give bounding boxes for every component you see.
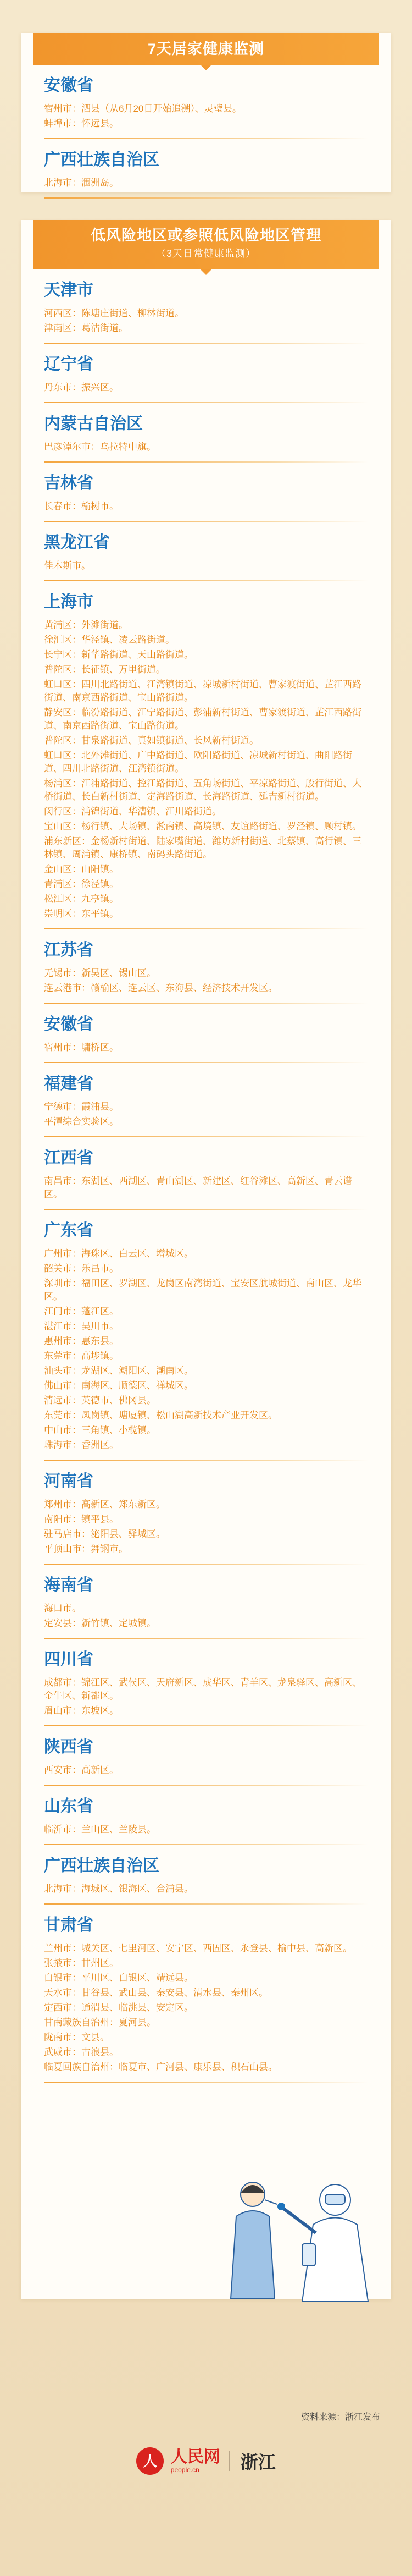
city-line: [44, 2031, 368, 2044]
province-block: [44, 280, 368, 344]
district-list: 香洲区。: [81, 1440, 119, 1450]
resident-figure: [231, 2182, 277, 2299]
province-name: 安徽省: [44, 76, 93, 95]
city-name: 丹东市：: [44, 382, 81, 393]
city-line: [44, 117, 368, 130]
district-list: 葛沽街道。: [81, 323, 128, 333]
section-divider: [44, 928, 368, 929]
banner-arrow-icon: [201, 269, 211, 275]
city-name: 徐汇区：: [44, 635, 81, 645]
city-name: 佛山市：: [44, 1380, 81, 1391]
district-list: 甘泉路街道、真如镇街道、长风新村街道。: [81, 735, 259, 746]
city-name: 定西市：: [44, 2002, 81, 2013]
city-line: [44, 967, 368, 980]
district-list: 乌拉特中旗。: [100, 442, 156, 452]
district-list: 龙湖区、潮阳区、潮南区。: [81, 1366, 193, 1376]
city-line: [44, 1379, 368, 1392]
city-name: 连云港市：: [44, 983, 91, 993]
city-line: [44, 1409, 368, 1422]
home-monitor-card: [21, 33, 391, 192]
city-name: 兰州市：: [44, 1943, 81, 1953]
district-list: 南海区、顺德区、禅城区。: [81, 1380, 193, 1391]
city-line: [44, 878, 368, 891]
district-list: 凤岗镇、塘厦镇、松山湖高新技术产业开发区。: [81, 1410, 277, 1421]
district-list: 振兴区。: [81, 382, 119, 393]
city-name: 普陀区：: [44, 664, 81, 675]
province-block: [44, 474, 368, 522]
district-list: 金杨新村街道、陆家嘴街道、潍坊新村街道、北蔡镇、高行镇、三林镇、周浦镇、康桥镇、南码头路街道。: [44, 836, 361, 860]
city-name: 静安区：: [44, 707, 81, 718]
province-block: [44, 1737, 368, 1786]
city-name: 驻马店市：: [44, 1529, 91, 1539]
district-list: 高埗镇。: [81, 1351, 119, 1361]
city-line: [44, 1394, 368, 1407]
city-name: 东莞市：: [44, 1410, 81, 1421]
logo-row: [0, 2447, 412, 2475]
province-name: 甘肃省: [44, 1916, 93, 1934]
logo-divider: [229, 2451, 230, 2471]
city-name: 天水市：: [44, 1988, 81, 1998]
city-name: 佳木斯市。: [44, 560, 91, 571]
district-list: 徐泾镇。: [81, 879, 119, 889]
district-list: 三角镇、小榄镇。: [81, 1425, 156, 1435]
city-name: 松江区：: [44, 894, 81, 904]
district-list: 吴川市。: [81, 1321, 119, 1331]
district-list: 怀远县。: [81, 118, 119, 129]
district-list: 海珠区、白云区、增城区。: [81, 1248, 193, 1259]
district-list: 浦锦街道、华漕镇、江川路街道。: [81, 806, 221, 817]
city-name: 黄浦区：: [44, 620, 81, 630]
city-line: [44, 1100, 368, 1114]
province-block: [44, 1148, 368, 1210]
province-name: 陕西省: [44, 1738, 93, 1756]
district-list: 夏河县。: [119, 2017, 156, 2028]
section-divider: [44, 1062, 368, 1063]
city-line: [44, 1513, 368, 1526]
logo-en: people.cn: [170, 2466, 199, 2474]
district-list: 泌阳县、驿城区。: [91, 1529, 165, 1539]
district-list: 镇平县。: [81, 1514, 119, 1524]
section-divider: [44, 402, 368, 403]
city-line: [44, 1883, 368, 1896]
city-name: 闵行区：: [44, 806, 81, 817]
city-name: 中山市：: [44, 1425, 81, 1435]
health-worker-figure: [277, 2184, 368, 2302]
section-divider: [44, 1003, 368, 1004]
city-name: 郑州市：: [44, 1499, 81, 1510]
district-list: 长征镇、万里街道。: [81, 664, 165, 675]
district-list: 东坡区。: [81, 1705, 119, 1716]
top-province-list: [21, 76, 391, 199]
district-list: 古浪县。: [81, 2047, 119, 2057]
people-logo-icon: 人: [136, 2447, 164, 2475]
province-block: [44, 355, 368, 403]
city-line: [44, 835, 368, 861]
province-name: 广西壮族自治区: [44, 1857, 159, 1875]
city-name: 津南区：: [44, 323, 81, 333]
city-line: [44, 1543, 368, 1556]
section-divider: [44, 343, 368, 344]
city-line: [44, 177, 368, 190]
district-list: 华泾镇、凌云路街道。: [81, 635, 175, 645]
province-block: [44, 150, 368, 199]
city-line: [44, 1676, 368, 1703]
city-name: 海口市。: [44, 1603, 81, 1614]
city-name: 东莞市：: [44, 1351, 81, 1361]
section-divider: [44, 197, 368, 199]
city-name: 惠州市：: [44, 1336, 81, 1346]
district-list: 通渭县、临洮县、安定区。: [81, 2002, 193, 2013]
city-name: 汕头市：: [44, 1366, 81, 1376]
city-line: [44, 559, 368, 573]
city-line: [44, 1704, 368, 1718]
city-line: [44, 500, 368, 513]
city-name: 定安县：: [44, 1618, 81, 1628]
city-line: [44, 441, 368, 454]
district-list: 杨行镇、大场镇、淞南镇、高境镇、友谊路街道、罗泾镇、顾村镇。: [81, 821, 361, 832]
province-block: [44, 1015, 368, 1063]
people-logo-text: [171, 2448, 220, 2474]
district-list: 泗县（从6月20日开始追溯）、灵璧县。: [81, 103, 242, 114]
city-line: [44, 1175, 368, 1201]
province-name: 海南省: [44, 1576, 93, 1594]
city-line: [44, 1528, 368, 1541]
city-name: 甘南藏族自治州：: [44, 2017, 119, 2028]
city-name: 江门市：: [44, 1306, 81, 1317]
city-line: [44, 749, 368, 775]
banner-low-risk-sub: （3天日常健康监测）: [155, 248, 256, 259]
city-line: [44, 1364, 368, 1378]
city-name: 湛江市：: [44, 1321, 81, 1331]
province-block: [44, 1576, 368, 1639]
banner-7day-title: 7天居家健康监测: [147, 41, 265, 57]
city-line: [44, 1823, 368, 1836]
district-list: 城关区、七里河区、安宁区、西固区、永登县、榆中县、高新区。: [81, 1943, 352, 1953]
district-list: 甘州区。: [81, 1958, 119, 1968]
city-line: [44, 706, 368, 733]
city-line: [44, 820, 368, 833]
district-list: 东湖区、西湖区、青山湖区、新建区、红谷滩区、高新区、青云谱区。: [44, 1176, 352, 1199]
district-list: 高新区、郑东新区。: [81, 1499, 165, 1510]
district-list: 赣榆区、连云区、东海县、经济技术开发区。: [91, 983, 277, 993]
city-name: 巴彦淖尔市：: [44, 442, 100, 452]
province-block: [44, 1650, 368, 1726]
logo-zhejiang: 浙江: [240, 2452, 276, 2472]
section-divider: [44, 1638, 368, 1639]
source-note: 资料来源：浙江发布: [300, 2413, 380, 2422]
province-block: [44, 1797, 368, 1845]
city-name: 北海市：: [44, 178, 81, 188]
footer: [0, 2409, 412, 2576]
province-list: [21, 280, 391, 2083]
city-name: 金山区：: [44, 864, 81, 874]
city-name: 临沂市：: [44, 1824, 81, 1835]
city-name: 眉山市：: [44, 1705, 81, 1716]
section-divider: [44, 1785, 368, 1786]
low-risk-card: [21, 220, 391, 2299]
banner-low-risk: [33, 220, 379, 269]
district-list: 新华路街道、天山路街道。: [81, 649, 193, 660]
city-line: [44, 1957, 368, 1970]
city-name: 武威市：: [44, 2047, 81, 2057]
city-name: 南昌市：: [44, 1176, 81, 1186]
province-block: [44, 1916, 368, 2083]
city-name: 虹口区：: [44, 679, 81, 690]
banner-low-risk-title: 低风险地区或参照低风险地区管理: [91, 227, 321, 244]
city-name: 宝山区：: [44, 821, 81, 832]
district-list: 蓬江区。: [81, 1306, 119, 1317]
district-list: 英德市、佛冈县。: [81, 1395, 156, 1406]
district-list: 舞钢市。: [91, 1544, 128, 1554]
province-block: [44, 414, 368, 463]
city-line: [44, 1942, 368, 1955]
city-name: 珠海市：: [44, 1440, 81, 1450]
district-list: 文县。: [81, 2032, 109, 2043]
city-line: [44, 1764, 368, 1777]
city-name: 南阳市：: [44, 1514, 81, 1524]
city-name: 平潭综合实验区。: [44, 1116, 119, 1127]
city-name: 杨浦区：: [44, 778, 81, 789]
city-name: 陇南市：: [44, 2032, 81, 2043]
section-divider: [44, 1903, 368, 1905]
city-name: 张掖市：: [44, 1958, 81, 1968]
city-line: [44, 663, 368, 676]
section-divider: [44, 1844, 368, 1845]
city-name: 广州市：: [44, 1248, 81, 1259]
province-name: 江苏省: [44, 941, 93, 959]
province-block: [44, 940, 368, 1004]
city-line: [44, 1247, 368, 1261]
city-name: 普陀区：: [44, 735, 81, 746]
city-line: [44, 307, 368, 320]
banner-arrow-icon: [201, 65, 211, 70]
city-name: 宁德市：: [44, 1102, 81, 1112]
city-name: 浦东新区：: [44, 836, 91, 846]
city-line: [44, 648, 368, 662]
province-name: 内蒙古自治区: [44, 415, 143, 433]
city-line: [44, 322, 368, 335]
district-list: 新竹镇、定城镇。: [81, 1618, 156, 1628]
section-divider: [44, 580, 368, 581]
city-line: [44, 2016, 368, 2029]
city-line: [44, 634, 368, 647]
district-list: 甘谷县、武山县、秦安县、清水县、秦州区。: [81, 1988, 268, 1998]
city-line: [44, 1350, 368, 1363]
province-name: 广东省: [44, 1221, 93, 1240]
city-line: [44, 1602, 368, 1615]
province-name: 江西省: [44, 1149, 93, 1167]
swab-test-illustration: [220, 2161, 396, 2304]
city-line: [44, 2061, 368, 2074]
section-divider: [44, 1136, 368, 1137]
city-line: [44, 907, 368, 921]
city-name: 北海市：: [44, 1884, 81, 1894]
city-name: 长春市：: [44, 501, 81, 511]
province-name: 山东省: [44, 1797, 93, 1815]
city-name: 崇明区：: [44, 909, 81, 919]
city-line: [44, 1986, 368, 2000]
city-line: [44, 1617, 368, 1630]
city-line: [44, 982, 368, 995]
city-line: [44, 863, 368, 876]
city-name: 河西区：: [44, 308, 81, 318]
province-block: [44, 1472, 368, 1565]
district-list: 高新区。: [81, 1765, 119, 1775]
district-list: 锦江区、武侯区、天府新区、成华区、青羊区、龙泉驿区、高新区、金牛区、新都区。: [44, 1677, 361, 1701]
section-divider: [44, 138, 368, 139]
province-name: 上海市: [44, 593, 93, 611]
district-list: 惠东县。: [81, 1336, 119, 1346]
city-name: 宿州市：: [44, 1042, 81, 1053]
city-line: [44, 805, 368, 818]
city-name: 青浦区：: [44, 879, 81, 889]
province-name: 四川省: [44, 1650, 93, 1669]
province-block: [44, 76, 368, 139]
district-list: 九亭镇。: [81, 894, 119, 904]
province-block: [44, 592, 368, 929]
city-line: [44, 1277, 368, 1303]
province-name: 广西壮族自治区: [44, 151, 159, 169]
city-line: [44, 1320, 368, 1333]
city-line: [44, 678, 368, 704]
district-list: 四川北路街道、江湾镇街道、凉城新村街道、曹家渡街道、芷江西路街道、南京西路街道、宝山路街道。: [44, 679, 361, 703]
district-list: 霞浦县。: [81, 1102, 119, 1112]
district-list: 东平镇。: [81, 909, 119, 919]
province-name: 天津市: [44, 281, 93, 299]
section-divider: [44, 521, 368, 522]
district-list: 临夏市、广河县、康乐县、积石山县。: [119, 2062, 277, 2072]
city-line: [44, 1424, 368, 1437]
city-line: [44, 734, 368, 747]
city-name: 临夏回族自治州：: [44, 2062, 119, 2072]
section-divider: [44, 461, 368, 463]
city-line: [44, 1972, 368, 1985]
district-list: 北外滩街道、广中路街道、欧阳路街道、凉城新村街道、曲阳路街道、四川北路街道、江湾镇街道。: [44, 750, 352, 774]
city-name: 韶关市：: [44, 1263, 81, 1274]
city-line: [44, 619, 368, 632]
city-name: 白银市：: [44, 1973, 81, 1983]
city-name: 长宁区：: [44, 649, 81, 660]
district-list: 福田区、罗湖区、龙岗区南湾街道、宝安区航城街道、南山区、龙华区。: [44, 1278, 361, 1302]
city-line: [44, 1115, 368, 1129]
city-line: [44, 1335, 368, 1348]
district-list: 涠洲岛。: [81, 178, 119, 188]
district-list: 兰山区、兰陵县。: [81, 1824, 156, 1835]
city-line: [44, 1439, 368, 1452]
district-list: 乐昌市。: [81, 1263, 119, 1274]
city-line: [44, 2001, 368, 2014]
province-name: 河南省: [44, 1472, 93, 1490]
province-name: 黑龙江省: [44, 533, 110, 552]
city-line: [44, 102, 368, 115]
city-line: [44, 1305, 368, 1318]
logo-cn: 人民网: [170, 2448, 220, 2466]
city-name: 西安市：: [44, 1765, 81, 1775]
province-block: [44, 1074, 368, 1137]
city-name: 平顶山市：: [44, 1544, 91, 1554]
province-block: [44, 1221, 368, 1461]
section-divider: [44, 1460, 368, 1461]
district-list: 山阳镇。: [81, 864, 119, 874]
city-name: 成都市：: [44, 1677, 81, 1688]
city-line: [44, 2046, 368, 2059]
district-list: 江浦路街道、控江路街道、五角场街道、平凉路街道、殷行街道、大桥街道、长白新村街道、定海路街道、长海路街道、延吉新村街道。: [44, 778, 361, 802]
province-block: [44, 533, 368, 581]
city-line: [44, 1041, 368, 1054]
district-list: 新吴区、锡山区。: [81, 968, 156, 978]
city-line: [44, 1262, 368, 1275]
city-name: 虹口区：: [44, 750, 81, 761]
city-line: [44, 893, 368, 906]
district-list: 墉桥区。: [81, 1042, 119, 1053]
district-list: 外滩街道。: [81, 620, 128, 630]
section-divider: [44, 1209, 368, 1210]
province-block: [44, 1856, 368, 1905]
city-line: [44, 1498, 368, 1511]
city-name: 无锡市：: [44, 968, 81, 978]
district-list: 平川区、白银区、靖远县。: [81, 1973, 193, 1983]
city-name: 清远市：: [44, 1395, 81, 1406]
section-divider: [44, 1725, 368, 1726]
city-name: 宿州市：: [44, 103, 81, 114]
city-line: [44, 777, 368, 803]
city-name: 蚌埠市：: [44, 118, 81, 129]
district-list: 临汾路街道、江宁路街道、彭浦新村街道、曹家渡街道、芷江西路街道、南京西路街道、宝山路街道。: [44, 707, 361, 731]
district-list: 陈塘庄街道、柳林街道。: [81, 308, 184, 318]
province-name: 安徽省: [44, 1015, 93, 1033]
city-name: 深圳市：: [44, 1278, 81, 1289]
province-name: 福建省: [44, 1075, 93, 1093]
banner-7day: [33, 33, 379, 65]
section-divider: [44, 2082, 368, 2083]
district-list: 榆树市。: [81, 501, 119, 511]
district-list: 海城区、银海区、合浦县。: [81, 1884, 193, 1894]
province-name: 吉林省: [44, 474, 93, 492]
city-line: [44, 381, 368, 394]
province-name: 辽宁省: [44, 355, 93, 373]
section-divider: [44, 1564, 368, 1565]
